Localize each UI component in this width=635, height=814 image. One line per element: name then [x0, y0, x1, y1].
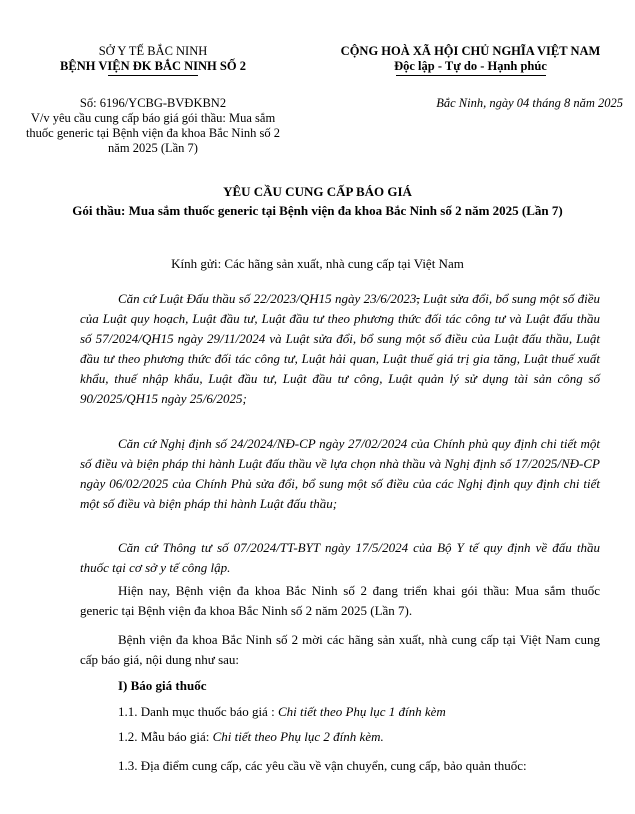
section-heading-1: I) Báo giá thuốc — [118, 678, 207, 693]
issuer-hospital: BỆNH VIỆN ĐK BẮC NINH SỐ 2 — [60, 59, 246, 73]
basis-paragraph-circular — [80, 538, 600, 578]
basis-law-text-cont: Luật sửa đổi, bổ sung một số điều của Luật quy hoạch, Luật đầu tư, Luật đầu tư theo phương thức đối tác công tư và Luật đấu thầu số 57/2024/QH15 ngày 29/11/2024 và Luật sửa đổi, bổ sung một số điều của Luật đấu thầu, Luật đầu tư theo phương thức đối tác công tư, Luật hải quan, Luật thuế giá trị gia tăng, Luật thuế xuất khẩu, thuế nhập khẩu, Luật đầu tư, Luật đầu tư công, Luật quản lý sử dụng tài sản công số 90/2025/QH15 ngày 25/6/2025; — [80, 291, 600, 406]
struck-comma: , — [416, 291, 420, 306]
recipient-line: Kính gửi: Các hãng sản xuất, nhà cung cấp tại Việt Nam — [171, 256, 464, 271]
nation-block — [318, 44, 623, 76]
item-1-1-value: Chi tiết theo Phụ lục 1 đính kèm — [277, 704, 446, 719]
motto-underline — [396, 75, 546, 76]
body-paragraph-2 — [80, 630, 600, 670]
issuer-underline — [108, 75, 198, 76]
body-text-2: Bệnh viện đa khoa Bắc Ninh số 2 mời các hãng sản xuất, nhà cung cấp tại Việt Nam cung cấp báo giá, nội dung như sau: — [80, 632, 600, 667]
nation-motto: Độc lập - Tự do - Hạnh phúc — [394, 59, 547, 73]
basis-circular-text: Căn cứ Thông tư số 07/2024/TT-BYT ngày 17/5/2024 của Bộ Y tế quy định về đấu thầu thuốc tại cơ sở y tế công lập. — [80, 540, 600, 575]
issuer-block — [18, 44, 288, 76]
document-number: Số: 6196/YCBG-BVĐKBN2 — [79, 96, 227, 110]
document-title: YÊU CẦU CUNG CẤP BÁO GIÁ — [223, 184, 412, 199]
nation-title: CỘNG HOÀ XÃ HỘI CHỦ NGHĨA VIỆT NAM — [340, 44, 601, 58]
item-1-2 — [118, 729, 598, 745]
item-1-1 — [118, 704, 598, 720]
basis-paragraph-law — [80, 289, 600, 409]
body-paragraph-1 — [80, 581, 600, 621]
item-1-3-label: 1.3. Địa điểm cung cấp, các yêu cầu về vận chuyển, cung cấp, bảo quản thuốc: — [118, 758, 527, 773]
body-text-1: Hiện nay, Bệnh viện đa khoa Bắc Ninh số 2 đang triển khai gói thầu: Mua sắm thuốc generic tại Bệnh viện đa khoa Bắc Ninh số 2 năm 2025 (Lần 7). — [80, 583, 600, 618]
item-1-2-label: 1.2. Mẫu báo giá: — [118, 729, 213, 744]
package-name: Gói thầu: Mua sắm thuốc generic tại Bệnh viện đa khoa Bắc Ninh số 2 năm 2025 (Lần 7) — [72, 203, 563, 218]
item-1-2-value: Chi tiết theo Phụ lục 2 đính kèm. — [212, 729, 384, 744]
item-1-3 — [80, 756, 600, 776]
basis-decree-text: Căn cứ Nghị định số 24/2024/NĐ-CP ngày 27/02/2024 của Chính phủ quy định chi tiết một số điều và biện pháp thi hành Luật đấu thầu về lựa chọn nhà thầu và Nghị định số 17/2025/NĐ-CP ngày 06/02/2025 của Chính Phủ sửa đổi, bổ sung một số điều của các Nghị định quy định chi tiết một số điều và biện pháp thi hành Luật đấu thầu; — [80, 436, 600, 511]
item-1-1-label: 1.1. Danh mục thuốc báo giá : — [118, 704, 278, 719]
document-subject: V/v yêu cầu cung cấp báo giá gói thầu: Mua sắm thuốc generic tại Bệnh viện đa khoa Bắc Ninh số 2 năm 2025 (Lần 7) — [25, 111, 281, 155]
basis-paragraph-decree — [80, 434, 600, 514]
basis-law-text: Căn cứ Luật Đấu thầu số 22/2023/QH15 ngày 23/6/2023 — [118, 291, 417, 306]
place-date: Bắc Ninh, ngày 04 tháng 8 năm 2025 — [436, 96, 623, 110]
issuer-org: SỞ Y TẾ BẮC NINH — [98, 44, 208, 58]
